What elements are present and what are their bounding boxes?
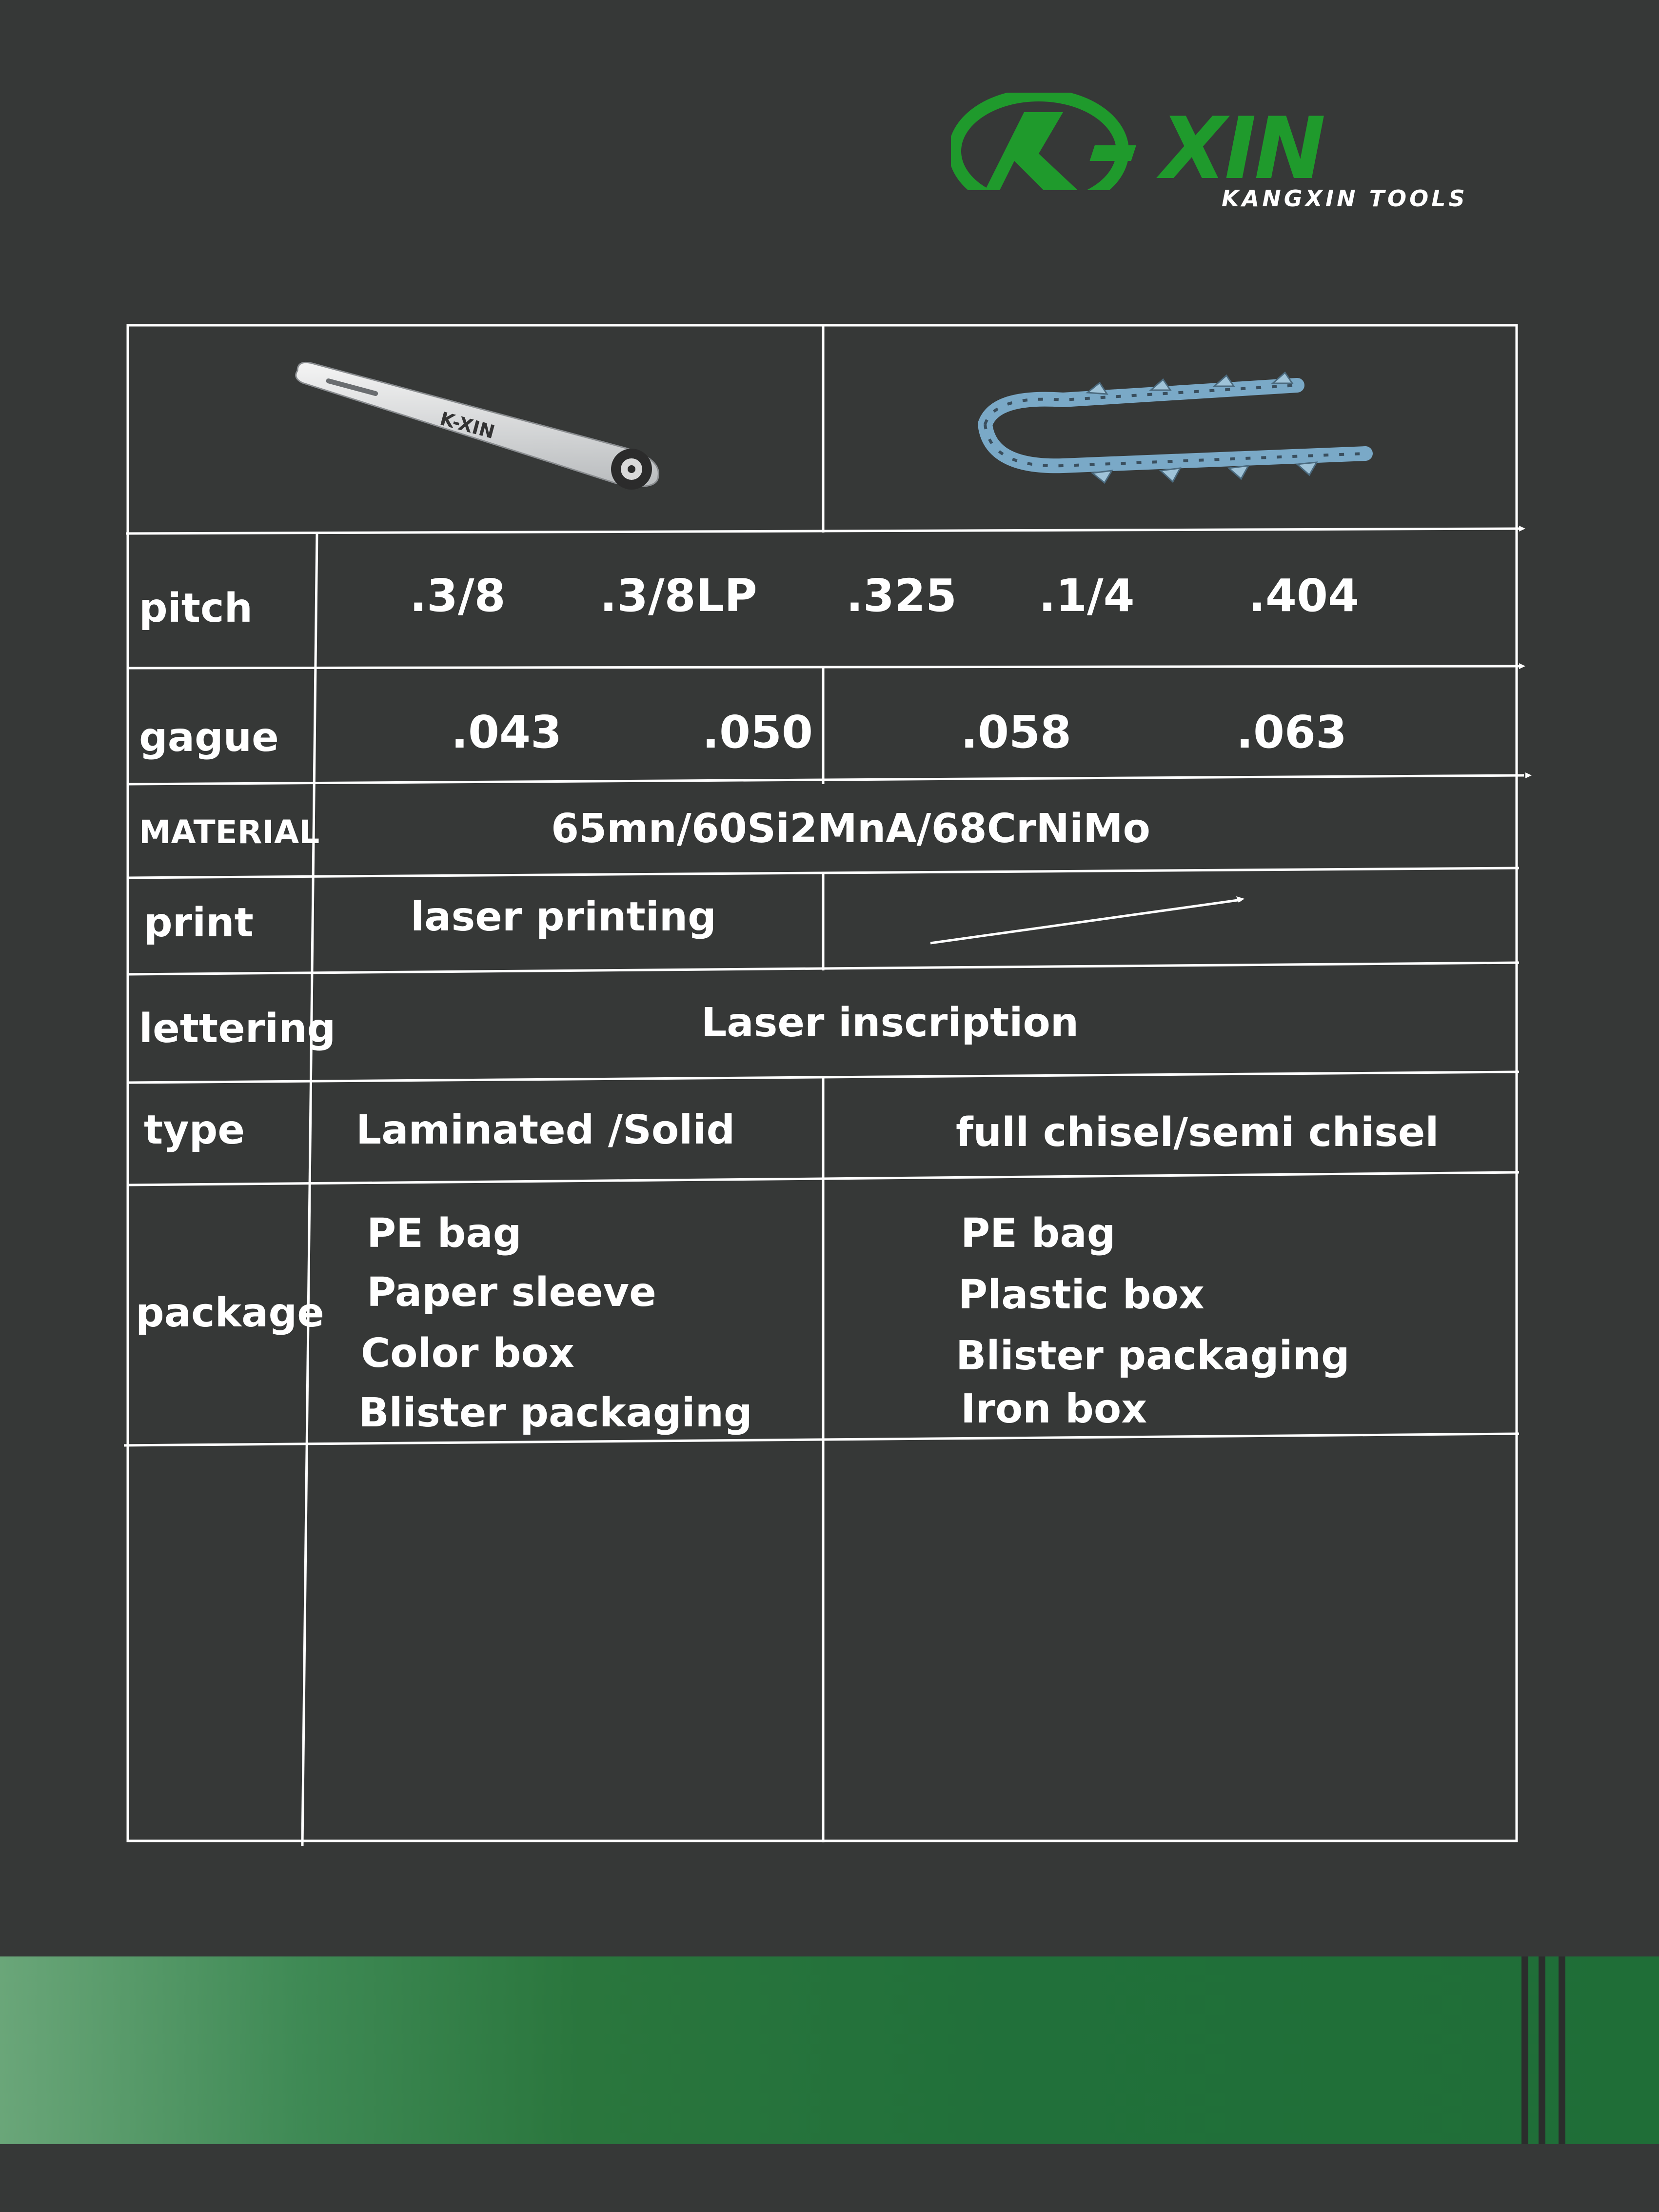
package-chain-item: PE bag (961, 1210, 1116, 1257)
footer-stripe (1539, 1956, 1545, 2144)
print-value: laser printing (411, 894, 716, 940)
lettering-value: Laser inscription (701, 1000, 1079, 1046)
bar-brand-text: K-XIN (437, 408, 497, 443)
pitch-label: pitch (139, 585, 253, 632)
pitch-value: .404 (1248, 570, 1359, 622)
package-chain-item: Iron box (961, 1386, 1147, 1432)
package-chain-item: Plastic box (958, 1272, 1205, 1318)
package-label: package (136, 1290, 324, 1336)
gauge-value: .050 (702, 706, 813, 758)
logo-subtitle: KANGXIN TOOLS (1222, 185, 1468, 212)
pitch-value: .1/4 (1039, 570, 1135, 622)
saw-chain-image (966, 371, 1375, 497)
gauge-value: .063 (1236, 706, 1347, 758)
pitch-value: .325 (846, 570, 957, 622)
package-bar-item: Color box (361, 1330, 574, 1377)
gauge-value: .058 (961, 706, 1071, 758)
guide-bar-image (283, 361, 673, 497)
type-label: type (144, 1107, 245, 1153)
material-value: 65mn/60Si2MnA/68CrNiMo (551, 806, 1150, 852)
footer-green-band (0, 1956, 1659, 2144)
svg-text:XIN: XIN (1161, 99, 1324, 190)
gauge-label: gague (139, 714, 279, 761)
pitch-value: .3/8 (410, 570, 506, 622)
pitch-value: .3/8LP (600, 570, 757, 622)
footer-stripe (1559, 1956, 1565, 2144)
type-bar-value: Laminated /Solid (356, 1107, 735, 1153)
type-chain-value: full chisel/semi chisel (956, 1109, 1439, 1156)
material-label: MATERIAL (139, 813, 320, 851)
package-bar-item: PE bag (367, 1210, 522, 1257)
footer-stripe (1521, 1956, 1528, 2144)
package-chain-item: Blister packaging (956, 1333, 1350, 1379)
gauge-value: .043 (451, 706, 562, 758)
package-bar-item: Blister packaging (358, 1390, 752, 1436)
print-label: print (144, 900, 254, 946)
lettering-label: lettering (139, 1006, 336, 1052)
package-bar-item: Paper sleeve (367, 1269, 656, 1316)
